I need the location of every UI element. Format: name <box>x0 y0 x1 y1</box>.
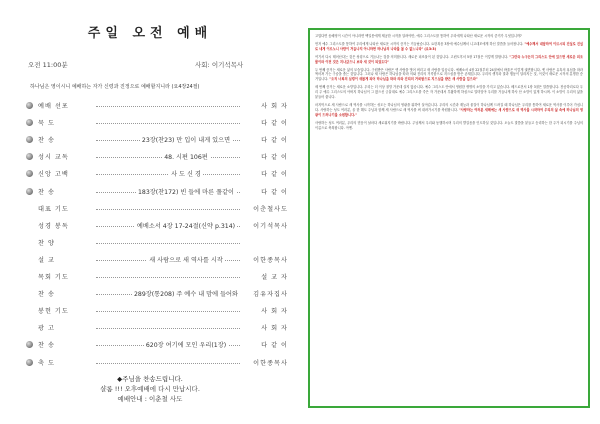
order-item <box>26 322 288 335</box>
closing-line-blessing: ◆주님을 찬송드립니다. <box>117 375 183 383</box>
sermon-text: 고맙다면 송혜영이 시간이 아니라면 백일몽에게 제공한 시작을 알려야만, 예수 그리스도를 통하여 우리에게 나타난 새로운 시작의 중거가 무엇입니까? <box>315 34 522 38</box>
order-item-name: 성시 교독 <box>38 154 69 162</box>
dotted-leader <box>96 311 240 312</box>
order-item <box>26 100 288 113</box>
order-item-name: 대표 기도 <box>38 205 69 213</box>
bullet-icon <box>26 119 33 126</box>
bullet-icon <box>26 136 33 143</box>
sermon-body <box>315 34 583 131</box>
order-item-leader: 이춘철사도 <box>253 205 288 213</box>
order-item-leader: 다 같 이 <box>261 154 288 162</box>
intro-verse: 하나님은 영이시니 예배하는 자가 신령과 진정으로 예배할지니라 (요4장24절) <box>30 84 200 90</box>
bullet-icon <box>26 153 33 160</box>
order-item <box>26 357 288 370</box>
dotted-leader <box>96 328 240 329</box>
order-item-name: 찬 송 <box>38 291 55 299</box>
sermon-paragraph <box>315 68 583 83</box>
closing-notes <box>0 374 300 404</box>
order-item <box>26 220 288 233</box>
sermon-scripture-highlight: "그런즉 누구든지 그리스도 안에 있으면 새로운 피조물이라 이전 것은 지나갔으니 보라 새 것이 되었도다" <box>315 54 584 64</box>
bullet-icon <box>26 341 33 348</box>
order-item-leader: 이한종목사 <box>253 359 288 367</box>
order-item <box>26 117 288 130</box>
sermon-text: 세 번째 증거는 새로운 소망입니다. 우리는 더 이상 절망 가운데 살지 않습니다. 예수 그리스도 안에서 영원한 생명의 소망을 가지고 있습니다. 베드로전서 1장 3절은 말씀합니다. 찬송하리로다 우리 주 예수 그리스도의 아버지 하나님이 그 많으신 긍휼대로 예수 그리스도를 죽은 자 가운데서 부활하게 하심으로 말미암아 우리를 거듭나게 하사 산 소망이 있게 하시며. 이 소망이 우리의 삶을 붙들어 줍니다. <box>315 85 583 100</box>
dotted-leader <box>96 363 240 364</box>
sermon-scripture-highlight: "사랑하는 여러분 새해에는 새 사람으로 새 역사를 시작하여 우리의 삶 속에 하나님의 영광이 드러나기를 소원합니다." <box>315 107 584 117</box>
dotted-leader <box>96 106 240 107</box>
order-item <box>26 254 288 267</box>
order-item-detail: 사 도 신 경 <box>171 171 201 179</box>
order-item-detail: 새 사람으로 새 역사를 시작 <box>149 256 223 264</box>
order-item <box>26 288 288 301</box>
order-item-detail: 48. 시편 106편 <box>164 154 208 162</box>
order-item-name: 예배 선포 <box>38 103 69 110</box>
order-item-leader: 이기석목사 <box>253 222 288 230</box>
sermon-text: 여기서 다시 태어난다는 것은 성령으로 거듭나는 것을 의미합니다. 새로운 피조물이 된 것입니다. 고린도후서 5장 17절은 이렇게 말합니다. <box>315 54 509 59</box>
order-item <box>26 186 288 199</box>
order-item-leader: 다 같 이 <box>261 188 288 196</box>
sermon-paragraph <box>315 103 583 118</box>
order-item-name: 찬 송 <box>38 137 55 145</box>
dotted-leader <box>96 277 240 278</box>
dotted-leader <box>96 123 240 124</box>
sermon-text: 사랑하는 성도 여러분, 우리의 믿음이 날마다 새로워지기를 바랍니다. 주님께서 우리와 동행하시며 우리의 발걸음을 인도하실 것입니다. 오늘도 말씀을 붙들고 승리하는 한 주가 되시기를 주님의 이름으로 축복합니다. 아멘. <box>315 120 583 130</box>
bullet-icon <box>26 359 33 366</box>
order-item-name: 광 고 <box>38 325 55 333</box>
order-item <box>26 237 288 250</box>
closing-line-guide: 예배안내 : 이춘철 사도 <box>117 395 183 403</box>
sermon-paragraph <box>315 85 583 100</box>
order-item-detail: 예베소서 4장 17-24절(신약 p.314) <box>136 222 236 230</box>
order-item-leader: 다 같 이 <box>261 137 288 145</box>
sermon-paragraph <box>315 121 583 131</box>
order-item <box>26 134 288 147</box>
service-time: 오전 11:00분 <box>28 61 68 69</box>
order-item <box>26 203 288 216</box>
order-item <box>26 305 288 318</box>
order-item-detail: 620장 여기에 모인 우리(1장) <box>145 342 227 350</box>
sermon-paragraph <box>315 34 583 39</box>
order-item-name: 성경 봉독 <box>38 222 69 230</box>
order-item-detail: 183장(찬172) 빈 들에 마른 풀같이 <box>137 188 235 196</box>
order-item-name: 찬 송 <box>38 342 55 350</box>
order-item-detail: 23장(찬23) 만 입이 내게 있으면 <box>141 137 231 145</box>
order-item <box>26 339 288 352</box>
order-item-leader: 설 교 자 <box>261 274 288 281</box>
order-item-leader: 다 같 이 <box>261 120 288 128</box>
order-item-name: 묵 도 <box>38 120 55 128</box>
sermon-text-panel <box>308 28 590 408</box>
order-item-name: 찬 양 <box>38 239 55 247</box>
order-item-name: 목회 기도 <box>38 274 69 281</box>
order-item-leader: 사 회 자 <box>261 308 288 316</box>
dotted-leader <box>96 243 240 244</box>
bullet-icon <box>26 170 33 177</box>
sermon-text: 먼저 예수 그리스도를 통하여 우리에게 나타난 새로운 시작의 증거는 거듭났습니다. 요한복음 3장에 예수님께서 니고데모에게 하신 말씀을 들어봅니다. <box>315 41 524 46</box>
order-item-leader: 이한종목사 <box>253 256 288 264</box>
bullet-icon <box>26 102 33 109</box>
order-item-name: 봉헌 기도 <box>38 308 69 316</box>
sermon-paragraph <box>315 55 583 65</box>
service-leader: 사회: 이기석목사 <box>195 61 244 69</box>
order-item-name: 신앙 고백 <box>38 171 69 179</box>
order-item <box>26 168 288 181</box>
order-item-detail: 289장(통208) 주 예수 내 맘에 들어와 <box>133 291 239 299</box>
order-item-name: 축 도 <box>38 359 55 367</box>
order-item-leader: 사 회 자 <box>261 325 288 333</box>
order-item-leader: 사 회 자 <box>261 103 288 110</box>
order-item-leader: 다 같 이 <box>261 171 288 179</box>
sermon-paragraph <box>315 42 583 52</box>
closing-line-greeting: 샬롬 !!! 오후예배에 다시 만납시다. <box>100 385 200 393</box>
order-item-leader: 김유자집사 <box>253 291 288 299</box>
dotted-leader <box>96 209 240 210</box>
sermon-text: 마지막으로 새 사람으로 새 역사를 시작하는 성도는 하나님의 영광을 위하여 살아갑니다. 우리의 시간과 재능과 물질이 하나님께 드려질 때 하나님은 우리를 통하여 새로운 역사를 이루어 가십니다. 사랑하는 성도 여러분, 올 한 해도 주님과 함께 새 사람으로 새 역사를 써 내려가시기를 축원합니다. <box>315 102 583 112</box>
order-item-name: 설 교 <box>38 256 55 264</box>
order-item-name: 찬 송 <box>38 188 55 196</box>
bullet-icon <box>26 188 33 195</box>
page-title: 주일 오전 예배 <box>87 26 213 41</box>
sermon-scripture-highlight: "예수께서 대답하여 이르시되 진실로 진실로 네게 이르노니 사람이 거듭나지 아니하면 하나님의 나라를 볼 수 없느니라" (요3:3) <box>315 41 583 51</box>
order-item-leader: 다 같 이 <box>261 342 288 350</box>
order-item <box>26 271 288 284</box>
sermon-text: 두 번째 증거는 새로운 삶의 모습입니다. 구원받은 사람은 옛 사람을 벗어 버리고 새 사람을 입습니다. 에베소서 4장 22절부터 24절에서 바울은 이렇게 권면합니다. 옛 사람은 유혹의 욕심을 따라 썩어져 가는 구습을 좇는 것입니다. 그러나 새 사람은 하나님을 따라 의와 진리의 거룩함으로 지으심을 받은 존재입니다. 우리의 생각과 말과 행동이 달라지는 것, 이것이 새로운 시작의 분명한 증거입니다. <box>315 67 583 82</box>
order-item <box>26 151 288 164</box>
sermon-scripture-highlight: "오직 너희의 심령이 새롭게 되어 하나님을 따라 의와 진리의 거룩함으로 지으심을 받은 새 사람을 입으라" <box>329 77 478 82</box>
